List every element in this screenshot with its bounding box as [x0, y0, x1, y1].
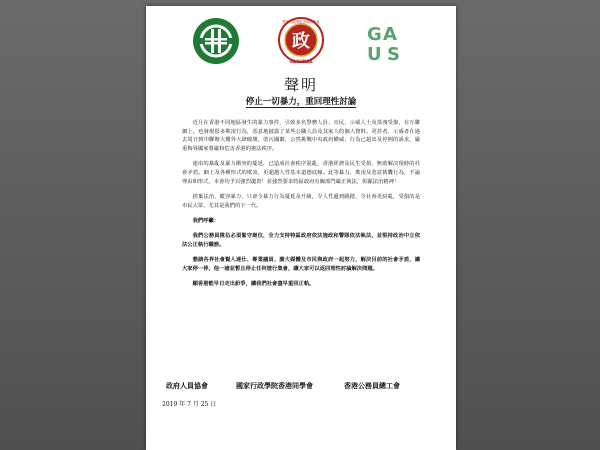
svg-text:GAGHKAA: GAGHKAA	[289, 59, 313, 64]
svg-text:G: G	[367, 24, 382, 45]
svg-text:S: S	[387, 44, 400, 65]
paragraph: 連串的暴亂及暴力衝突的蔓延，已造成社會秩序混亂，香港經濟及民生受損，無助解決現時的社會矛盾。網上及各種形式的欺凌，更超越人性基本道德底線。此等暴力、欺凌及惡意挑釁行為，不論理由和形式，本會均予以強烈譴責！並強烈要求特區政府有關部門嚴正執法，彰顯法治精神！	[182, 161, 420, 185]
association-logo-icon	[191, 16, 241, 66]
statement-body	[182, 119, 420, 296]
logo-row	[146, 16, 456, 66]
union-logo-icon	[361, 16, 411, 66]
signatory: 國家行政學院香港同學會	[236, 381, 313, 390]
document-page	[146, 6, 456, 450]
statement-date: 2019 年 7 月 25 日	[162, 401, 217, 408]
signatory: 政府人員協會	[166, 381, 208, 390]
svg-text:U: U	[367, 44, 382, 65]
appeal-heading: 我們呼籲：	[192, 218, 220, 225]
paragraph: 近月在香港不同地區發生的暴力事件，引致多名警務人員、市民、示威人士及蒸洩受傷，在互聯網上，也發現很多欺凌行為，惡意地披露了某些公職人員及其家人的個人資料。更甚者，示威者在過去周日到中聯辦大樓外大肆破壞，塗污國徽，公然挑戰中央政府權威，行為已超出及停例的訴求，嚴重侮辱國家尊嚴和危害香港的憲法秩序。	[182, 120, 420, 152]
subtitle-underline	[246, 107, 356, 108]
svg-text:A: A	[383, 24, 397, 45]
paragraph: 捨棄法治，縱容暴力，只會令暴力行為蔓延及升級，令人性邊到跳踏，令社會更紛亂，受損的是市民大眾，尤其是我們的下一代。	[182, 194, 420, 209]
signatory: 香港公務員總工會	[344, 381, 400, 390]
page-title: 聲明	[283, 76, 318, 94]
appeal-item: 懇請各界社會賢人達仕、專業議員、廣大媒體及市民與政府一起努力，解決目前的社會矛盾，讓大家停一停，他一諸並暫且停止任何遊行集會，讓大家可以返回理性討論解決問題。	[182, 257, 420, 272]
appeal-item: 我們公務員隊伍必須緊守崗位，全力支持特區政府依法施政和警隊依法執法，並堅持政治中立依法公正執行職務。	[182, 232, 420, 248]
page-subtitle: 停止一切暴力，重回理性討論	[245, 97, 357, 107]
svg-text:政: 政	[292, 31, 310, 52]
alumni-logo-icon	[276, 16, 326, 66]
svg-text:國家行政學院香港同學會: 國家行政學院香港同學會	[282, 20, 320, 24]
closing-line: 願香港能早日走出紛爭，讓我們社會盡早重回正軌。	[192, 281, 315, 288]
